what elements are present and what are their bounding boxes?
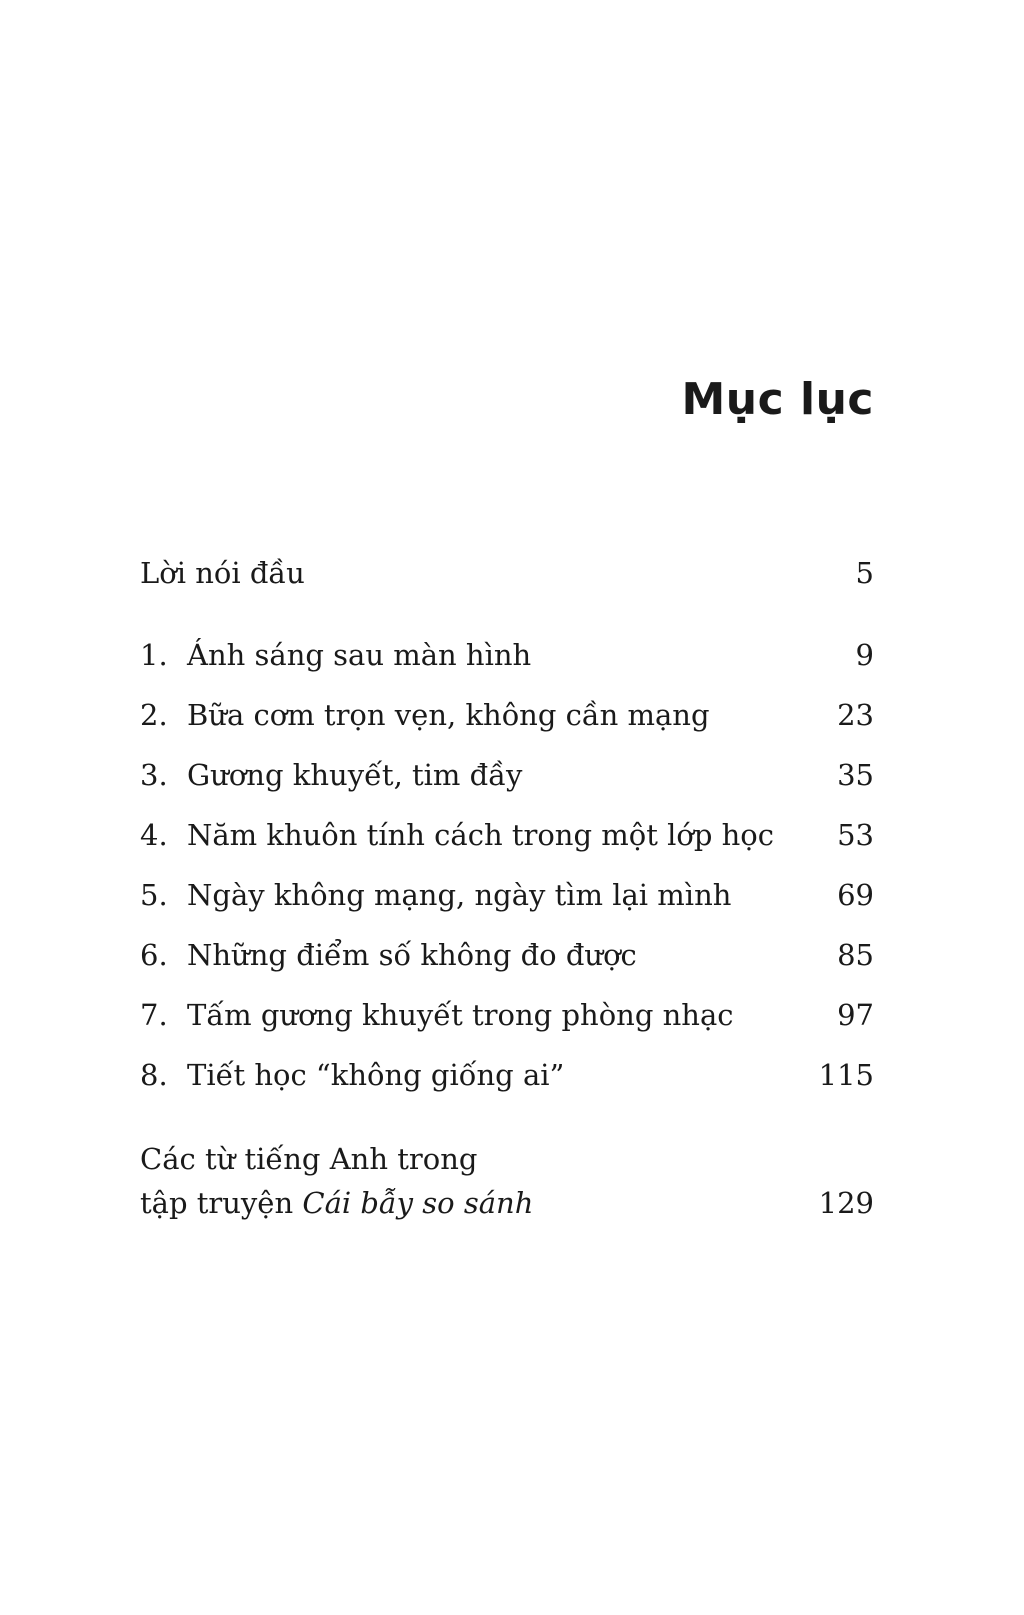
toc-entry-number: 6. [140,938,168,972]
toc-entry-label: Tiết học “không giống ai” [187,1058,565,1092]
toc-entry-label: Lời nói đầu [140,556,305,590]
toc-entry-preface [140,553,874,593]
toc-entry-page: 129 [818,1186,874,1220]
toc-entry-page: 97 [837,998,874,1032]
toc-entry-page: 69 [837,878,874,912]
toc-entry-page: 115 [818,1058,874,1092]
toc-entry-page: 35 [837,758,874,792]
toc-entry-chapter-4 [140,815,874,855]
toc-entry-label: Bữa cơm trọn vẹn, không cần mạng [187,698,710,732]
toc-entry-page: 23 [837,698,874,732]
toc-entry-chapter-1 [140,635,874,675]
toc-entry-chapter-5 [140,875,874,915]
toc-entry-chapter-8 [140,1055,874,1095]
toc-entry-chapter-3 [140,755,874,795]
toc-entry-number: 8. [140,1058,168,1092]
page-title: Mục lục [681,374,874,425]
toc-entry-number: 5. [140,878,168,912]
toc-entry-chapter-7 [140,995,874,1035]
toc-entry-number: 2. [140,698,168,732]
toc-entry-chapter-6 [140,935,874,975]
toc-entry-number: 7. [140,998,168,1032]
toc-entry-label: Tấm gương khuyết trong phòng nhạc [187,998,734,1032]
toc-entry-page: 53 [837,818,874,852]
toc-entry-page: 85 [837,938,874,972]
toc-entry-page: 9 [855,638,874,672]
toc-entry-number: 1. [140,638,168,672]
toc-entry-label-prefix: tập truyện [140,1186,303,1220]
toc-entry-number: 4. [140,818,168,852]
toc-entry-label: Gương khuyết, tim đầy [187,758,523,792]
toc-entry-label-line-2 [140,1181,533,1225]
toc-entry-label: Ngày không mạng, ngày tìm lại mình [187,878,732,912]
toc-entry-number: 3. [140,758,168,792]
toc-entry-label: Ánh sáng sau màn hình [187,638,532,672]
toc-entry-label: Năm khuôn tính cách trong một lớp học [187,818,774,852]
book-title: Cái bẫy so sánh [302,1186,534,1220]
toc-entry-label: Những điểm số không đo được [187,938,637,972]
toc-entry-label-line-1: Các từ tiếng Anh trong [140,1142,478,1176]
toc-entry-chapter-2 [140,695,874,735]
toc-entry-page: 5 [855,556,874,590]
